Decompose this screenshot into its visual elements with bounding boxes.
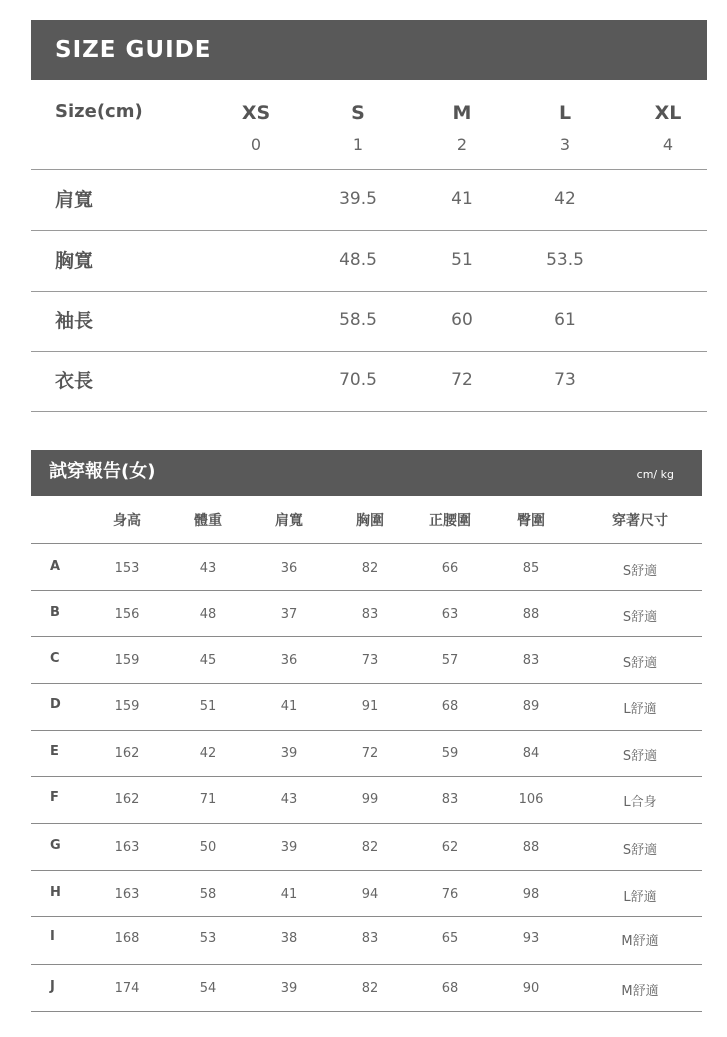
table-cell: 62 bbox=[441, 840, 459, 855]
fitting-row-d bbox=[31, 684, 702, 731]
row-id: G bbox=[50, 838, 61, 853]
value-cell: 42 bbox=[554, 189, 576, 209]
value-cell: 72 bbox=[451, 370, 473, 390]
table-cell: 162 bbox=[114, 746, 140, 761]
table-cell: 57 bbox=[441, 653, 459, 668]
row-id: A bbox=[50, 559, 61, 574]
fitting-row-g bbox=[31, 824, 702, 871]
row-id: H bbox=[50, 885, 61, 900]
table-cell: 53 bbox=[199, 931, 217, 946]
table-cell: 83 bbox=[441, 792, 459, 807]
fit-size-cell: M舒適 bbox=[621, 934, 659, 949]
size-number-l: 3 bbox=[559, 135, 571, 154]
size-number-xl: 4 bbox=[662, 135, 674, 154]
table-cell: 37 bbox=[280, 607, 298, 622]
size-guide-title: SIZE GUIDE bbox=[55, 37, 212, 63]
column-hip: 臀圍 bbox=[517, 513, 545, 529]
row-id: B bbox=[50, 605, 60, 620]
fitting-row-h bbox=[31, 871, 702, 917]
fit-size-cell: S舒適 bbox=[622, 749, 658, 764]
value-cell: 58.5 bbox=[339, 310, 377, 330]
value-cell: 60 bbox=[451, 310, 473, 330]
size-m: M bbox=[452, 102, 472, 124]
table-cell: 54 bbox=[199, 981, 217, 996]
size-row-length bbox=[31, 351, 707, 412]
table-cell: 65 bbox=[441, 931, 459, 946]
row-id: C bbox=[50, 651, 60, 666]
table-cell: 82 bbox=[361, 840, 379, 855]
table-cell: 63 bbox=[441, 607, 459, 622]
size-row-chest bbox=[31, 231, 707, 292]
table-cell: 42 bbox=[199, 746, 217, 761]
row-id: I bbox=[50, 929, 55, 944]
table-cell: 88 bbox=[522, 607, 540, 622]
table-cell: 159 bbox=[114, 653, 140, 668]
size-l: L bbox=[558, 102, 572, 124]
table-cell: 39 bbox=[280, 840, 298, 855]
table-cell: 99 bbox=[361, 792, 379, 807]
table-cell: 82 bbox=[361, 981, 379, 996]
table-cell: 93 bbox=[522, 931, 540, 946]
table-cell: 106 bbox=[518, 792, 544, 807]
column-bust: 胸圍 bbox=[356, 513, 384, 529]
column-fit-size: 穿著尺寸 bbox=[612, 513, 668, 529]
table-cell: 43 bbox=[280, 792, 298, 807]
row-label: 衣長 bbox=[55, 370, 94, 392]
value-cell: 61 bbox=[554, 310, 576, 330]
size-guide-header bbox=[31, 20, 707, 80]
column-waist: 正腰圍 bbox=[429, 513, 471, 529]
table-cell: 84 bbox=[522, 746, 540, 761]
table-cell: 90 bbox=[522, 981, 540, 996]
table-cell: 41 bbox=[280, 887, 298, 902]
size-row-sleeve bbox=[31, 291, 707, 352]
fitting-row-j bbox=[31, 965, 702, 1012]
size-number-xs: 0 bbox=[250, 135, 262, 154]
table-cell: 153 bbox=[114, 561, 140, 576]
column-height: 身高 bbox=[113, 513, 141, 529]
fitting-row-a bbox=[31, 544, 702, 591]
size-number-s: 1 bbox=[352, 135, 364, 154]
row-label: 胸寬 bbox=[55, 250, 94, 272]
fit-size-cell: S舒適 bbox=[622, 843, 658, 858]
fitting-row-i bbox=[31, 917, 702, 965]
fit-size-cell: S舒適 bbox=[622, 564, 658, 579]
fitting-report-title: 試穿報告(女) bbox=[49, 461, 156, 482]
table-cell: 168 bbox=[114, 931, 140, 946]
table-cell: 73 bbox=[361, 653, 379, 668]
table-cell: 159 bbox=[114, 699, 140, 714]
fit-size-cell: L舒適 bbox=[623, 702, 657, 717]
fit-size-cell: S舒適 bbox=[622, 656, 658, 671]
table-cell: 68 bbox=[441, 981, 459, 996]
value-cell: 39.5 bbox=[339, 189, 377, 209]
row-id: E bbox=[50, 744, 59, 759]
size-guide-header-row bbox=[31, 80, 707, 170]
table-cell: 71 bbox=[199, 792, 217, 807]
table-cell: 41 bbox=[280, 699, 298, 714]
table-cell: 43 bbox=[199, 561, 217, 576]
fitting-report-header bbox=[31, 450, 702, 496]
table-cell: 36 bbox=[280, 653, 298, 668]
value-cell: 48.5 bbox=[339, 250, 377, 270]
row-id: D bbox=[50, 697, 61, 712]
table-cell: 83 bbox=[522, 653, 540, 668]
fit-size-cell: L舒適 bbox=[623, 890, 657, 905]
table-cell: 85 bbox=[522, 561, 540, 576]
table-cell: 156 bbox=[114, 607, 140, 622]
fitting-row-f bbox=[31, 777, 702, 824]
size-s: S bbox=[351, 102, 365, 124]
value-cell: 73 bbox=[554, 370, 576, 390]
table-cell: 91 bbox=[361, 699, 379, 714]
unit-label: cm/ kg bbox=[636, 468, 674, 481]
table-cell: 66 bbox=[441, 561, 459, 576]
table-cell: 83 bbox=[361, 931, 379, 946]
table-cell: 89 bbox=[522, 699, 540, 714]
table-cell: 39 bbox=[280, 746, 298, 761]
table-cell: 58 bbox=[199, 887, 217, 902]
table-cell: 88 bbox=[522, 840, 540, 855]
fit-size-cell: L合身 bbox=[623, 795, 657, 810]
table-cell: 45 bbox=[199, 653, 217, 668]
table-cell: 162 bbox=[114, 792, 140, 807]
fitting-row-c bbox=[31, 637, 702, 684]
column-shoulder: 肩寬 bbox=[275, 513, 303, 529]
fitting-row-b bbox=[31, 591, 702, 637]
size-xs: XS bbox=[241, 102, 271, 124]
table-cell: 39 bbox=[280, 981, 298, 996]
table-cell: 94 bbox=[361, 887, 379, 902]
table-cell: 83 bbox=[361, 607, 379, 622]
size-label: Size(cm) bbox=[55, 101, 143, 122]
size-xl: XL bbox=[654, 102, 682, 124]
fit-size-cell: S舒適 bbox=[622, 610, 658, 625]
value-cell: 53.5 bbox=[546, 250, 584, 270]
row-id: F bbox=[50, 790, 59, 805]
table-cell: 98 bbox=[522, 887, 540, 902]
value-cell: 70.5 bbox=[339, 370, 377, 390]
column-weight: 體重 bbox=[194, 513, 222, 529]
fit-size-cell: M舒適 bbox=[621, 984, 659, 999]
size-row-shoulder bbox=[31, 170, 707, 231]
row-id: J bbox=[50, 979, 55, 994]
table-cell: 68 bbox=[441, 699, 459, 714]
table-cell: 59 bbox=[441, 746, 459, 761]
table-cell: 36 bbox=[280, 561, 298, 576]
row-label: 肩寬 bbox=[55, 189, 94, 211]
table-cell: 48 bbox=[199, 607, 217, 622]
table-cell: 72 bbox=[361, 746, 379, 761]
value-cell: 51 bbox=[451, 250, 473, 270]
row-label: 袖長 bbox=[55, 310, 94, 332]
table-cell: 51 bbox=[199, 699, 217, 714]
table-cell: 163 bbox=[114, 887, 140, 902]
table-cell: 38 bbox=[280, 931, 298, 946]
table-cell: 50 bbox=[199, 840, 217, 855]
fitting-report-column-headers bbox=[31, 496, 702, 544]
table-cell: 76 bbox=[441, 887, 459, 902]
table-cell: 163 bbox=[114, 840, 140, 855]
value-cell: 41 bbox=[451, 189, 473, 209]
table-cell: 174 bbox=[114, 981, 140, 996]
table-cell: 82 bbox=[361, 561, 379, 576]
size-number-m: 2 bbox=[456, 135, 468, 154]
fitting-row-e bbox=[31, 731, 702, 777]
